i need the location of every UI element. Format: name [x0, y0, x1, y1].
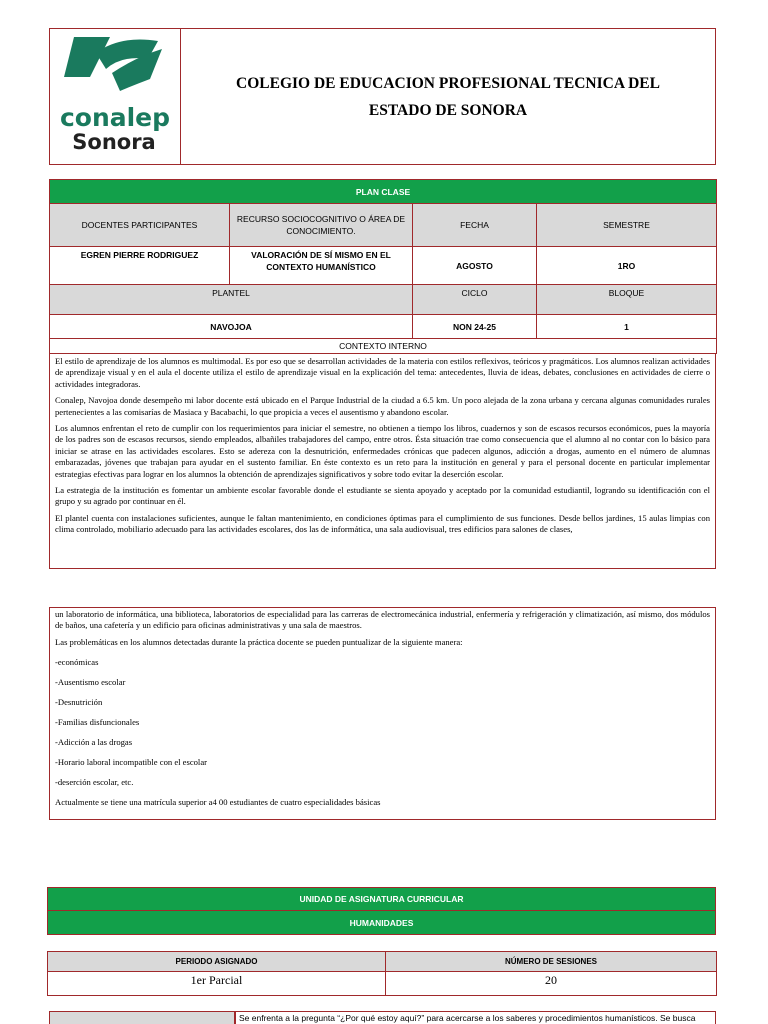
semestre-value: 1RO: [537, 247, 717, 285]
col-bloque-header: BLOQUE: [537, 285, 717, 315]
col-plantel-header: PLANTEL: [50, 285, 413, 315]
contexto-paragraph: Conalep, Navojoa donde desempeño mi labor docente está ubicado en el Parque Industrial de la ciudad a 6.5 km. Un poco alejada de la zona urbana y cercana algunas comunidades rurales pertenecientes a las comisarías de Masiaca y Bacabachi, lo que propicia a veces el ausentismo y abandono escolar.: [55, 395, 710, 417]
contexto-text: [49, 353, 716, 569]
periodo-value: 1er Parcial: [48, 972, 386, 996]
list-item: -Horario laboral incompatible con el escolar: [55, 756, 207, 767]
svg-text:conalep: conalep: [59, 103, 171, 132]
plantel-value: NAVOJOA: [50, 315, 413, 339]
list-item: -Familias disfuncionales: [55, 716, 140, 727]
logo: [50, 29, 181, 164]
plan-clase-title: PLAN CLASE: [50, 180, 717, 204]
col-recurso-header: RECURSO SOCIOCOGNITIVO O ÁREA DE CONOCIMIENTO.: [230, 204, 413, 247]
contexto-paragraph: La estrategia de la institución es fomentar un ambiente escolar favorable donde el estudiante se sienta apoyado y aceptado por la comunidad estudiantil, logrando su identificación con el grupo y su agrado por continuar en él.: [55, 485, 710, 507]
sesiones-value: 20: [386, 972, 717, 996]
ciclo-value: NON 24-25: [413, 315, 537, 339]
bloque-value: 1: [537, 315, 717, 339]
contexto-paragraph: El estilo de aprendizaje de los alumnos es multimodal. Es por eso que se desarrollan actividades de la materia con estilos reflexivos, teóricos y pragmáticos. Los alumnos realizan actividades de aprendizaje visual y en el aula el docente utiliza el estilo de aprendizaje visual en la explicación del tema: antecedentes, lluvia de ideas, debates, conclusiones en actividades de cierre o actividades integradoras.: [55, 356, 710, 389]
contexto-interno-header: CONTEXTO INTERNO: [50, 339, 717, 354]
docente-value: EGREN PIERRE RODRIGUEZ: [50, 247, 230, 285]
contexto-paragraph: Los alumnos enfrentan el reto de cumplir con los requerimientos para iniciar el semestre, no obtienen a tiempo los libros, cuadernos y son de escasos recursos económicos, pues la mayoría de los padres son de escasos recursos, siendo empleados, albañiles trabajadores del campo, entre otros. Ésta situación trae como consecuencia que el alumno al no contar con lo básico para iniciar se atrase en las actividades escolares. Esto se adereza con la desnutrición, enfermedades crónicas que padecen algunos, adicción a drogas, aumento en el número de alumnas embarazadas, jóvenes que trabajan para ayudar en el sustento familiar. En éste contexto es un reto para la institución en general y para el personal docente en particular implementar estrategias efectivas para lograr en los alumnos la obtención de aprendizajes significativos y sobre todo evitar la deserción escolar.: [55, 423, 710, 479]
fecha-value: AGOSTO: [413, 247, 537, 285]
contexto-paragraph: Las problemáticas en los alumnos detectadas durante la práctica docente se pueden puntualizar de la siguiente manera:: [55, 636, 463, 647]
list-item: -Ausentismo escolar: [55, 676, 126, 687]
col-periodo-header: PERIODO ASIGNADO: [48, 952, 386, 972]
contexto-paragraph: un laboratorio de informática, una biblioteca, laboratorios de especialidad para las carreras de electromecánica industrial, enfermería y refrigeración y climatización, así mismo, dos módulos de baños, una cafetería y un edificio para oficinas administrativas y una sala de maestros.: [55, 609, 710, 631]
unidad-table: [47, 887, 716, 935]
svg-text:Sonora: Sonora: [72, 130, 156, 154]
periodo-table: [47, 951, 717, 996]
institution-title: COLEGIO DE EDUCACION PROFESIONAL TECNICA DEL ESTADO DE SONORA: [236, 74, 660, 119]
col-docentes-header: DOCENTES PARTICIPANTES: [50, 204, 230, 247]
col-sesiones-header: NÚMERO DE SESIONES: [386, 952, 717, 972]
col-fecha-header: FECHA: [413, 204, 537, 247]
contexto-paragraph: El plantel cuenta con instalaciones suficientes, aunque le faltan mantenimiento, en condiciones óptimas para el cumplimiento de sus funciones. Desde bellos jardines, 15 aulas limpias con clima controlado, mobiliario adecuado para las actividades escolares, dos las de informática, una sala audiovisual, tres edificios para salones de clases,: [55, 512, 710, 535]
conalep-logo-icon: [50, 29, 181, 164]
unidad-title: UNIDAD DE ASIGNATURA CURRICULAR: [48, 888, 716, 911]
list-item: -deserción escolar, etc.: [55, 776, 134, 787]
col-ciclo-header: CICLO: [413, 285, 537, 315]
header-box: [49, 28, 716, 165]
bottom-label-cell: [49, 1011, 235, 1024]
unidad-name: HUMANIDADES: [48, 911, 716, 935]
plan-clase-table: [49, 179, 717, 354]
list-item: -económicas: [55, 656, 99, 667]
contexto-paragraph: Actualmente se tiene una matrícula superior a4 00 estudiantes de cuatro especialidades básicas: [55, 796, 381, 807]
col-semestre-header: SEMESTRE: [537, 204, 717, 247]
list-item: -Desnutrición: [55, 696, 103, 707]
bottom-text: Se enfrenta a la pregunta “¿Por qué estoy aquí?” para acercarse a los saberes y procedimientos humanísticos. Se busca: [235, 1011, 716, 1024]
recurso-value: VALORACIÓN DE SÍ MISMO EN EL CONTEXTO HUMANÍSTICO: [230, 247, 413, 285]
list-item: -Adicción a las drogas: [55, 736, 133, 747]
contexto-text-continued: [49, 607, 716, 820]
